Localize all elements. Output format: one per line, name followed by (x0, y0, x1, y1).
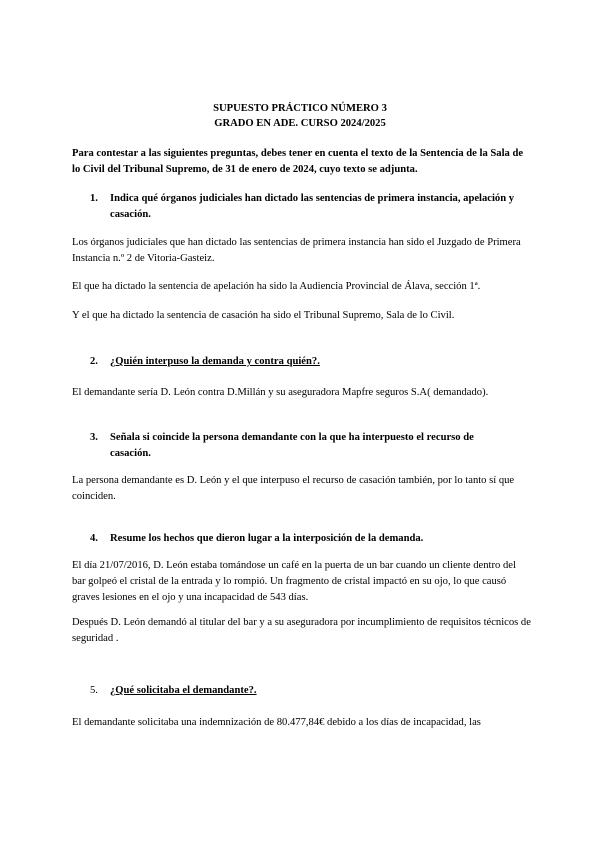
question-4-number: 4. (90, 533, 98, 544)
question-4 (90, 531, 530, 547)
question-3-text-line2: casación. (110, 448, 151, 459)
answer-1-1: Los órganos judiciales que han dictado las sentencias de primera instancia han sido el Juzgado de Primera Instancia n.º 2 de Vitoria-Gasteiz. (72, 237, 521, 264)
answer-4-1: El día 21/07/2016, D. León estaba tomándose un café en la puerta de un bar cuando un cliente dentro del bar golpeó el cristal de la entrada y lo rompió. Un fragmento de cristal impactó en su ojo, lo que causó graves lesiones en el ojo y una incapacidad de 543 días. (72, 560, 516, 603)
answer-1-3: Y el que ha dictado la sentencia de casación ha sido el Tribunal Supremo, Sala de lo Civil. (72, 310, 455, 321)
title-line-2: GRADO EN ADE. CURSO 2024/2025 (214, 118, 386, 129)
title-line-1: SUPUESTO PRÁCTICO NÚMERO 3 (213, 103, 387, 114)
question-2-text: ¿Quién interpuso la demanda y contra quién?. (110, 356, 320, 367)
question-5-text: ¿Qué solicitaba el demandante?. (110, 685, 257, 696)
document-title (0, 101, 600, 131)
question-3-text-line1: Señala si coincide la persona demandante con la que ha interpuesto el recurso de (110, 432, 474, 443)
question-3-number: 3. (90, 432, 98, 443)
question-4-text: Resume los hechos que dieron lugar a la interposición de la demanda. (110, 533, 424, 544)
answer-2-1: El demandante sería D. León contra D.Millán y su aseguradora Mapfre seguros S.A( demandado). (72, 387, 489, 398)
question-1 (90, 191, 530, 223)
question-2 (90, 354, 530, 370)
question-2-number: 2. (90, 356, 98, 367)
question-1-text-line1: Indica qué órganos judiciales han dictado las sentencias de primera instancia, apelación y (110, 193, 515, 204)
answer-3-1: La persona demandante es D. León y el que interpuso el recurso de casación también, por lo tanto sí que coinciden. (72, 475, 515, 502)
intro-paragraph: Para contestar a las siguientes preguntas, debes tener en cuenta el texto de la Sentencia de la Sala de lo Civil del Tribunal Supremo, de 31 de enero de 2024, cuyo texto se adjunta. (72, 148, 524, 175)
answer-4-2: Después D. León demandó al titular del bar y a su aseguradora por incumplimiento de requisitos técnicos de seguridad . (72, 617, 531, 644)
question-1-number: 1. (90, 193, 98, 204)
answer-1-2: El que ha dictado la sentencia de apelación ha sido la Audiencia Provincial de Álava, sección 1ª. (72, 281, 481, 292)
answer-5-1: El demandante solicitaba una indemnización de 80.477,84€ debido a los días de incapacidad, las (72, 717, 481, 728)
question-5 (90, 683, 530, 699)
question-3 (90, 430, 530, 462)
question-5-number: 5. (90, 685, 98, 696)
question-1-text-line2: casación. (110, 209, 151, 220)
